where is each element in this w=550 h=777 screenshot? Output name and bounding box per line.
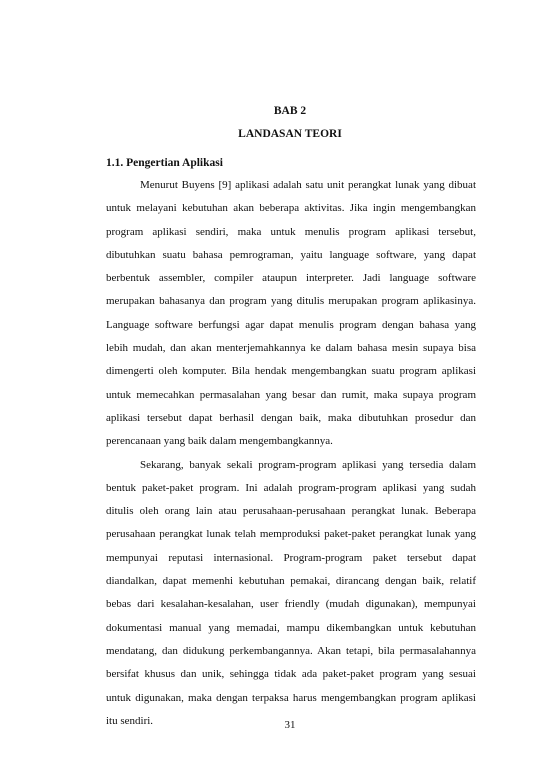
chapter-title: LANDASAN TEORI [238,128,342,140]
paragraph-2: Sekarang, banyak sekali program-program aplikasi yang tersedia dalam bentuk paket-paket program. Ini adalah program-program aplikasi yang sudah ditulis oleh orang lain atau perusahaan-perusahaan perangkat lunak. Beberapa perusahaan perangkat lunak telah memproduksi paket-paket perangkat lunak yang mempunyai reputasi internasional. Program-program paket tersebut dapat diandalkan, dapat memenhi kebutuhan pemakai, dirancang dengan baik, relatif bebas dari kesalahan-kesalahan, user friendly (mudah digunakan), mempunyai dokumentasi manual yang memadai, mampu dikembangkan untuk kebutuhan mendatang, dan didukung perkembangannya. Akan tetapi, bila permasalahannya bersifat khusus dan unik, sehingga tidak ada paket-paket program yang sesuai untuk digunakan, maka dengan terpaksa harus mengembangkan program aplikasi itu sendiri. [106,458,476,727]
chapter-label: BAB 2 [273,105,307,117]
paragraph-1: Menurut Buyens [9] aplikasi adalah satu unit perangkat lunak yang dibuat untuk melayani kebutuhan akan beberapa aktivitas. Jika ingin mengembangkan program aplikasi sendiri, maka untuk menulis program aplikasi tersebut, dibutuhkan suatu bahasa pemrograman, yaitu language software, yang dapat berbentuk assembler, compiler ataupun interpreter. Jadi language software merupakan bahasanya dan program yang ditulis merupakan program aplikasinya. Language software berfungsi agar dapat menulis program dengan bahasa yang lebih mudah, dan akan menterjemahkannya ke dalam bahasa mesin supaya bisa dimengerti oleh komputer. Bila hendak mengembangkan suatu program aplikasi untuk memecahkan permasalahan yang besar dan rumit, maka supaya program aplikasi tersebut dapat berhasil dengan baik, maka dibutuhkan prosedur dan perencanaan yang baik dalam mengembangkannya. [106,179,476,448]
body-text [106,174,476,733]
section-heading: 1.1. Pengertian Aplikasi [106,157,223,169]
page-number: 31 [284,719,296,731]
